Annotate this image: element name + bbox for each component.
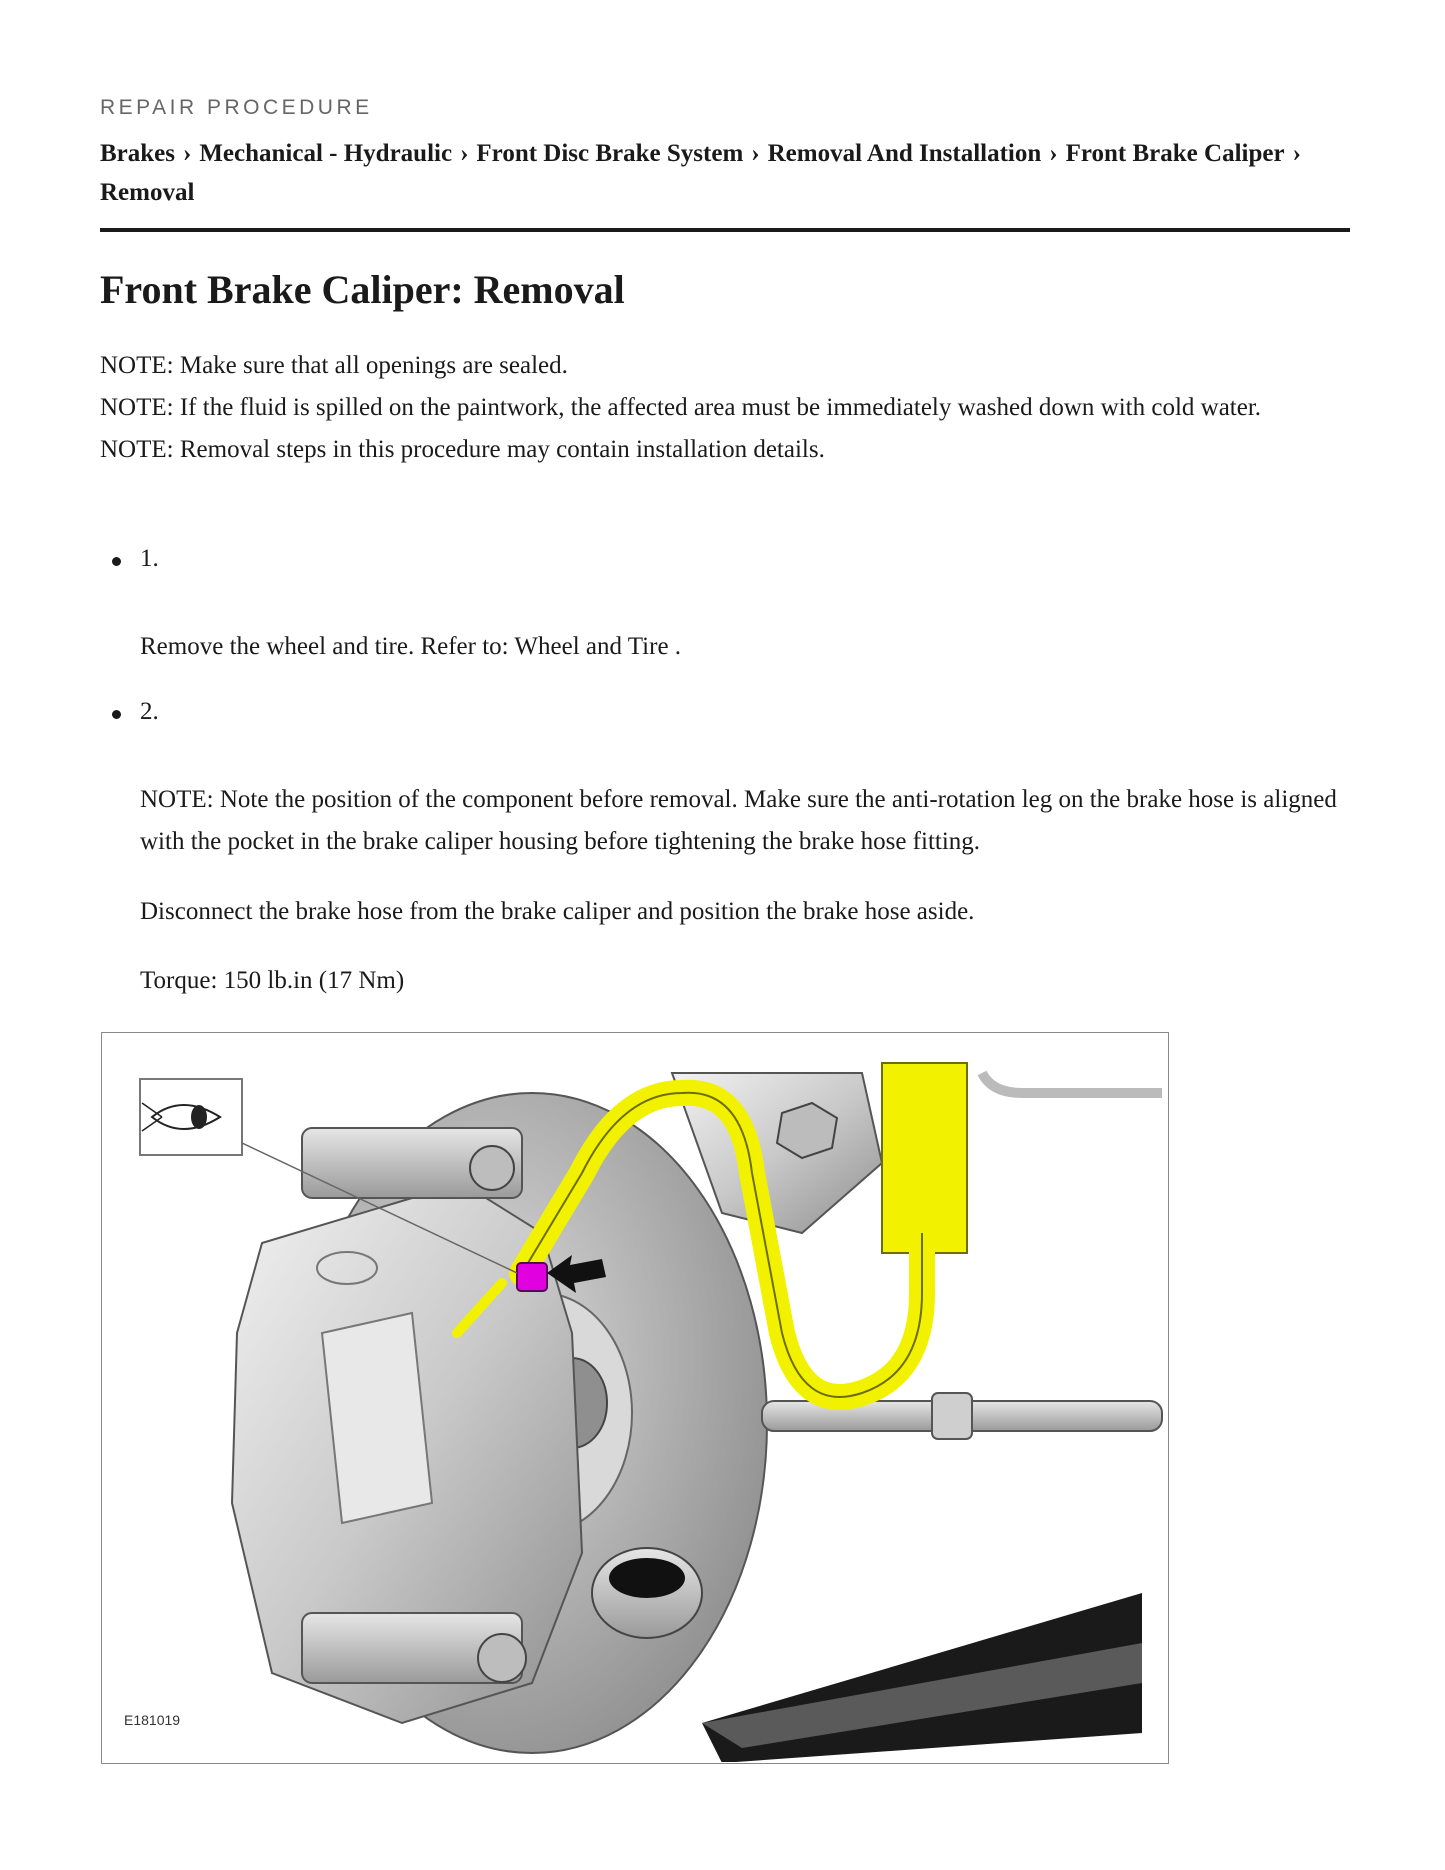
note-line: NOTE: Make sure that all openings are sealed. — [100, 352, 568, 379]
breadcrumb-separator: › — [460, 140, 469, 167]
hose-fitting — [517, 1263, 547, 1291]
note-line: NOTE: If the fluid is spilled on the paintwork, the affected area must be immediately washed down with cold water. — [100, 394, 1262, 421]
breadcrumb-item[interactable]: Brakes — [100, 140, 175, 167]
page-title: Front Brake Caliper: Removal — [100, 267, 625, 312]
step-number: 2. — [140, 698, 159, 725]
caliper-illustration — [101, 1032, 1169, 1764]
breadcrumb-item[interactable]: Front Disc Brake System — [476, 140, 744, 167]
torque-spec: Torque: 150 lb.in (17 Nm) — [140, 967, 405, 994]
step-note: NOTE: Note the position of the component before removal. Make sure the anti-rotation leg on the brake hose is aligned with the pocket in the brake caliper housing before tightening the brake hose fitting. — [140, 786, 1337, 855]
breadcrumb-separator: › — [751, 140, 760, 167]
breadcrumb-item[interactable]: Mechanical - Hydraulic — [199, 140, 453, 167]
breadcrumb-item[interactable]: Removal And Installation — [767, 140, 1042, 167]
notes-block — [100, 345, 1350, 471]
breadcrumb-separator: › — [1292, 140, 1301, 167]
breadcrumb-separator: › — [1049, 140, 1058, 167]
step-instruction: Remove the wheel and tire. Refer to: Wheel and Tire . — [140, 633, 682, 660]
breadcrumb — [100, 134, 1350, 212]
step-number: 1. — [140, 545, 159, 572]
breadcrumb-item[interactable]: Front Brake Caliper — [1065, 140, 1285, 167]
header-divider — [100, 228, 1350, 232]
breadcrumb-separator: › — [183, 140, 192, 167]
step-instruction: Disconnect the brake hose from the brake caliper and position the brake hose aside. — [140, 898, 975, 925]
figure-code: E181019 — [124, 1712, 181, 1728]
note-line: NOTE: Removal steps in this procedure may contain installation details. — [100, 436, 825, 463]
doc-type-label: REPAIR PROCEDURE — [100, 96, 373, 119]
breadcrumb-current: Removal — [100, 179, 195, 206]
